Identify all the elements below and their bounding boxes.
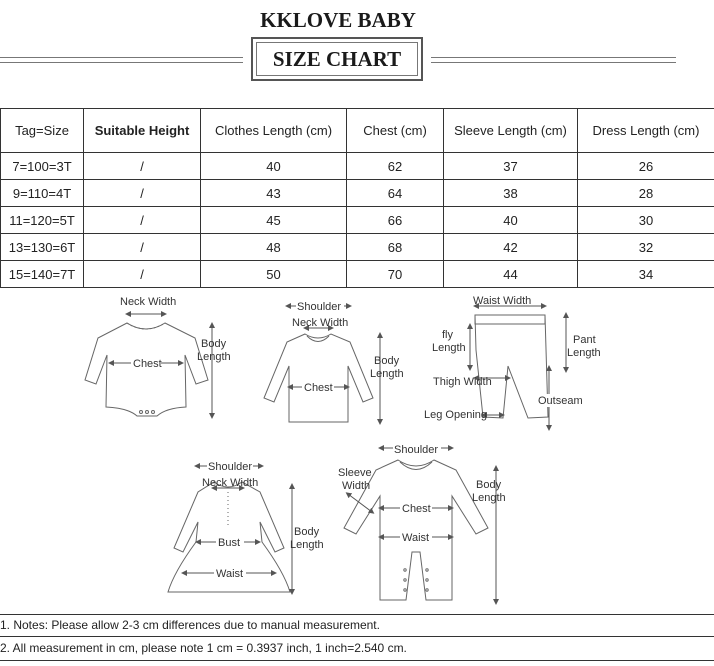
- table-cell: 34: [578, 261, 714, 288]
- table-cell: 66: [347, 207, 444, 234]
- dress-waist-label: Waist: [216, 568, 244, 580]
- romper-body-length-label: Body: [476, 479, 502, 491]
- pants-thigh-width-label: Thigh Width: [433, 376, 492, 388]
- romper-shoulder-label: Shoulder: [394, 444, 439, 456]
- column-header: Sleeve Length (cm): [444, 109, 578, 153]
- table-row: [1, 180, 714, 207]
- sweater-chest-label: Chest: [304, 382, 333, 394]
- table-cell: 37: [444, 153, 578, 180]
- romper-sleeve-width-label: Sleeve: [338, 467, 372, 479]
- table-row: [1, 261, 714, 288]
- table-cell: 70: [347, 261, 444, 288]
- romper-body-length-label: Length: [472, 492, 506, 504]
- table-cell: 7=100=3T: [1, 153, 84, 180]
- table-cell: 9=110=4T: [1, 180, 84, 207]
- table-cell: 13=130=6T: [1, 234, 84, 261]
- pants-waist-width-label: Waist Width: [473, 295, 532, 307]
- dress-body-length-label: Body: [294, 526, 320, 538]
- notes-divider-bottom: [0, 660, 714, 661]
- table-cell: /: [84, 153, 201, 180]
- table-cell: 28: [578, 180, 714, 207]
- pants-pant-length-label: Length: [567, 347, 601, 359]
- note-line: 1. Notes: Please allow 2-3 cm differences due to manual measurement.: [0, 618, 380, 632]
- table-cell: /: [84, 180, 201, 207]
- table-cell: 44: [444, 261, 578, 288]
- table-row: [1, 207, 714, 234]
- column-header: Tag=Size: [1, 109, 84, 153]
- table-row: [1, 153, 714, 180]
- table-cell: 32: [578, 234, 714, 261]
- table-cell: 68: [347, 234, 444, 261]
- table-row: [1, 234, 714, 261]
- sweater-body-length-label: Body: [374, 355, 400, 367]
- table-cell: 50: [201, 261, 347, 288]
- title-rule-left-bottom: [0, 62, 243, 63]
- size-table: [0, 108, 714, 288]
- title-rule-right-bottom: [431, 62, 676, 63]
- column-header: Clothes Length (cm): [201, 109, 347, 153]
- dress-bust-label: Bust: [218, 537, 241, 549]
- table-cell: 43: [201, 180, 347, 207]
- brand-title: KKLOVE BABY: [260, 8, 416, 32]
- pants-pant-length-label: Pant: [573, 334, 596, 346]
- pants-outseam-label: Outseam: [538, 395, 583, 407]
- table-cell: 26: [578, 153, 714, 180]
- size-chart-title: SIZE CHART: [256, 42, 418, 76]
- table-cell: 40: [201, 153, 347, 180]
- pants-fly-length-label: Length: [432, 342, 466, 354]
- bodysuit-body-length-label: Body: [201, 338, 227, 350]
- sweater-body-length-label: Length: [370, 368, 404, 380]
- table-cell: 42: [444, 234, 578, 261]
- table-cell: 62: [347, 153, 444, 180]
- dress-shoulder-label: Shoulder: [208, 461, 253, 473]
- table-cell: /: [84, 261, 201, 288]
- romper-waist-label: Waist: [402, 532, 430, 544]
- bodysuit-body-length-label: Length: [197, 351, 231, 363]
- romper-chest-label: Chest: [402, 503, 431, 515]
- sweater-shoulder-label: Shoulder: [297, 301, 342, 313]
- bodysuit-chest-label: Chest: [133, 358, 162, 370]
- table-cell: /: [84, 207, 201, 234]
- table-header-row: [1, 109, 714, 153]
- table-cell: 64: [347, 180, 444, 207]
- column-header: Dress Length (cm): [578, 109, 714, 153]
- notes-divider-top: [0, 614, 714, 615]
- column-header: Suitable Height: [84, 109, 201, 153]
- measurement-diagrams: [0, 290, 714, 612]
- table-cell: 30: [578, 207, 714, 234]
- romper-sleeve-width-label: Width: [342, 480, 371, 492]
- table-cell: 38: [444, 180, 578, 207]
- column-header: Chest (cm): [347, 109, 444, 153]
- pants-fly-length-label: fly: [442, 329, 453, 341]
- table-cell: 11=120=5T: [1, 207, 84, 234]
- note-line: 2. All measurement in cm, please note 1 cm = 0.3937 inch, 1 inch=2.540 cm.: [0, 641, 407, 655]
- sweater-outline: [264, 334, 373, 422]
- table-cell: /: [84, 234, 201, 261]
- table-cell: 15=140=7T: [1, 261, 84, 288]
- table-cell: 40: [444, 207, 578, 234]
- pants-leg-opening-label: Leg Opening: [424, 409, 487, 421]
- title-rule-right-top: [431, 57, 676, 58]
- size-chart-title-box: [251, 37, 423, 81]
- table-cell: 45: [201, 207, 347, 234]
- title-rule-left-top: [0, 57, 243, 58]
- dress-neck-width-label: Neck Width: [202, 477, 259, 489]
- notes-divider-middle: [0, 636, 714, 637]
- dress-body-length-label: Length: [290, 539, 324, 551]
- sweater-neck-width-label: Neck Width: [292, 317, 349, 329]
- table-cell: 48: [201, 234, 347, 261]
- bodysuit-neck-width-label: Neck Width: [120, 296, 177, 308]
